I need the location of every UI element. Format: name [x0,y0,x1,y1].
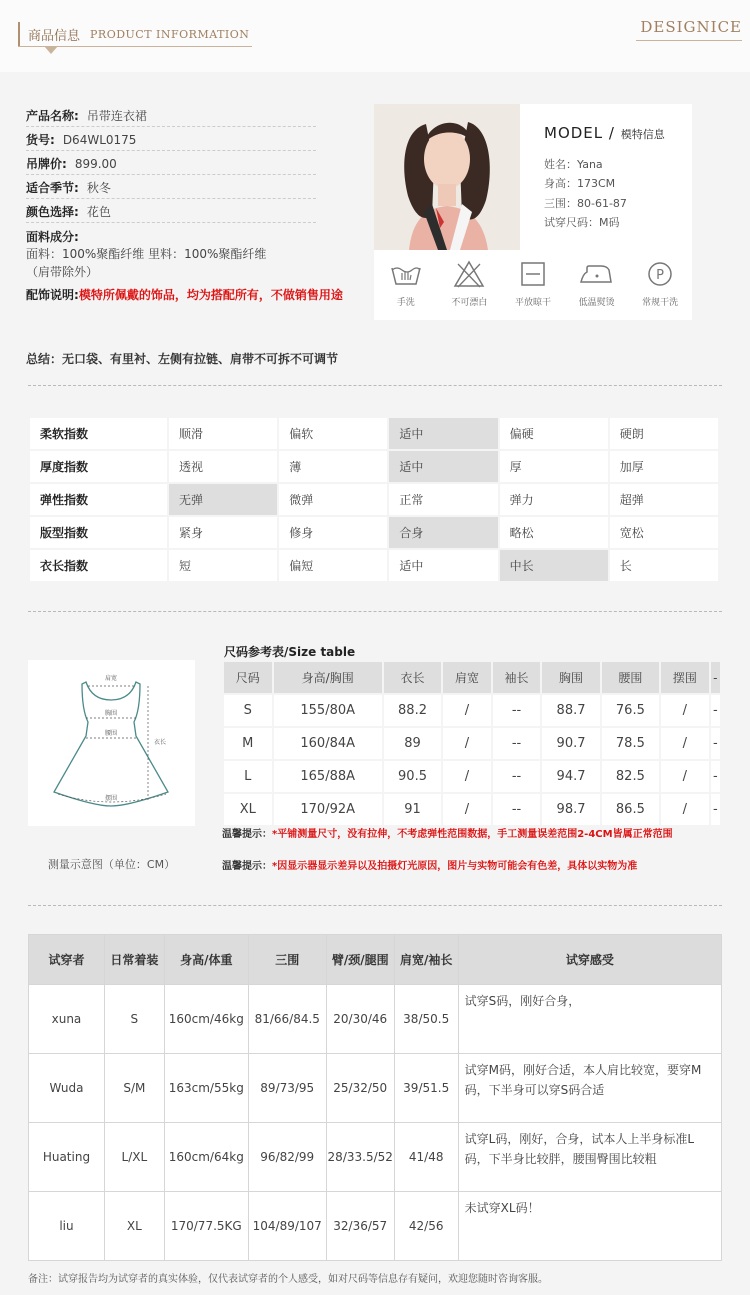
model-portrait-icon [374,104,520,250]
index-option: 偏硬 [500,418,608,449]
tryon-footnote: 备注：试穿报告均为试穿者的真实体验，仅代表试穿者的个人感受，如对尺码等信息存有疑问，欢迎您随时咨询客服。 [28,1274,548,1285]
tryon-row [29,1192,722,1261]
fabric-line2: （肩带除外） [26,265,99,279]
care-item: 低温熨烫 [565,254,629,314]
tryon-cell: Wuda [29,1054,105,1123]
index-option: 加厚 [610,451,718,482]
size-note-1: 温馨提示：*平铺测量尺寸，没有拉伸，不考虑弹性范围数据，手工测量误差范围2-4CM皆属正常范围 [222,829,673,840]
index-option: 透视 [169,451,277,482]
index-option: 正常 [389,484,497,515]
measurement-diagram [28,660,195,826]
size-cell: -- [493,794,541,825]
dry-clean-icon [643,260,677,288]
index-option: 微弹 [279,484,387,515]
tryon-feedback: 未试穿XL码！ [458,1192,721,1261]
tryon-cell: liu [29,1192,105,1261]
size-header-cell: 尺码 [224,662,272,693]
svg-text:P: P [656,268,665,283]
size-row [224,794,720,825]
tryon-cell: 32/36/57 [326,1192,394,1261]
header-pointer [44,46,58,54]
section-title-cn: 商品信息 [28,28,81,44]
care-item: 手洗 [374,254,438,314]
size-cell: - [711,695,720,726]
size-cell: M [224,728,272,759]
size-header-cell: 肩宽 [443,662,491,693]
size-row [224,695,720,726]
size-table [222,660,722,827]
product-info-row [26,107,147,124]
tryon-header-cell: 身高/体重 [164,935,248,985]
tryon-cell: 160cm/46kg [164,985,248,1054]
info-label: 货号: [26,133,55,147]
brand-name: DESIGNICE [636,18,742,41]
dry-flat-icon [516,260,550,288]
size-header-cell: 腰围 [602,662,659,693]
tryon-cell: 160cm/64kg [164,1123,248,1192]
tryon-header-cell: 试穿者 [29,935,105,985]
info-label: 吊牌价: [26,157,67,171]
size-header-cell: 身高/胸围 [274,662,382,693]
diagram-caption: 测量示意图（单位：CM） [47,858,176,871]
size-note-2: 温馨提示：*因显示器显示差异以及拍摄灯光原因，图片与实物可能会有色差，具体以实物为准 [222,861,638,872]
accessory-note: 配饰说明:模特所佩戴的饰品，均为搭配所有，不做销售用途 [26,288,343,302]
size-cell: 76.5 [602,695,659,726]
index-option: 偏短 [279,550,387,581]
index-option: 适中 [389,550,497,581]
tryon-header-cell: 肩宽/袖长 [394,935,458,985]
diagram-label: 摆围 [104,795,118,802]
info-label: 适合季节: [26,181,79,195]
size-table-title: 尺码参考表/Size table [224,645,356,659]
section-title [18,22,249,46]
model-size: 试穿尺码：M码 [544,216,620,229]
size-cell: 165/88A [274,761,382,792]
size-cell: 155/80A [274,695,382,726]
index-option: 长 [610,550,718,581]
size-cell: 88.2 [384,695,441,726]
info-label: 产品名称: [26,109,79,123]
tryon-cell: 170/77.5KG [164,1192,248,1261]
index-row [30,517,718,548]
model-card [374,104,692,320]
tryon-header-cell: 试穿感受 [458,935,721,985]
size-cell: 82.5 [602,761,659,792]
summary-text: 总结：无口袋、有里衬、左侧有拉链、肩带不可拆不可调节 [26,352,339,366]
info-label: 颜色选择: [26,205,79,219]
size-cell: - [711,761,720,792]
product-info-row [26,131,136,148]
tryon-header-cell: 三围 [248,935,326,985]
info-value: 秋冬 [86,181,111,195]
size-header-cell: 胸围 [542,662,599,693]
tryon-cell: 20/30/46 [326,985,394,1054]
size-header-cell: 衣长 [384,662,441,693]
tryon-cell: 81/66/84.5 [248,985,326,1054]
index-option: 厚 [500,451,608,482]
tryon-cell: 104/89/107 [248,1192,326,1261]
tryon-feedback: 试穿L码，刚好，合身，试本人上半身标准L码，下半身比较胖，腰围臀围比较粗 [458,1123,721,1192]
size-cell: 78.5 [602,728,659,759]
diagram-label: 衣长 [153,739,167,746]
index-option: 超弹 [610,484,718,515]
tryon-feedback: 试穿M码，刚好合适，本人肩比较宽，要穿M码，下半身可以穿S码合适 [458,1054,721,1123]
index-label: 弹性指数 [30,484,167,515]
size-cell: / [443,794,491,825]
index-option: 修身 [279,517,387,548]
tryon-cell: S [104,985,164,1054]
size-cell: S [224,695,272,726]
index-row [30,550,718,581]
size-cell: / [443,761,491,792]
row-divider [26,174,316,175]
dress-diagram-icon [28,660,195,826]
size-header-row [224,662,720,693]
diagram-label: 肩宽 [104,675,118,682]
tryon-header-row [29,935,722,985]
size-cell: 94.7 [542,761,599,792]
index-option-selected: 无弹 [169,484,277,515]
size-header-cell: - [711,662,720,693]
divider [28,385,722,386]
fabric-index-table [28,416,720,583]
size-cell: 86.5 [602,794,659,825]
tryon-cell: 42/56 [394,1192,458,1261]
size-cell: -- [493,761,541,792]
tryon-cell: 41/48 [394,1123,458,1192]
info-value: 吊带连衣裙 [86,109,147,123]
low-iron-icon [577,260,617,288]
index-option: 宽松 [610,517,718,548]
tryon-cell: 28/33.5/52 [326,1123,394,1192]
index-option: 薄 [279,451,387,482]
size-cell: 160/84A [274,728,382,759]
size-cell: L [224,761,272,792]
size-cell: 91 [384,794,441,825]
model-measurements: 三围：80-61-87 [544,197,627,210]
model-height: 身高：173CM [544,177,616,190]
tryon-cell: 25/32/50 [326,1054,394,1123]
product-info-row [26,155,117,172]
index-option: 顺滑 [169,418,277,449]
care-item: 不可漂白 [438,254,502,314]
care-icons [374,254,692,314]
size-header-cell: 袖长 [493,662,541,693]
index-option-selected: 适中 [389,418,497,449]
care-item: 平放晾干 [501,254,565,314]
size-cell: / [443,728,491,759]
size-cell: 170/92A [274,794,382,825]
tryon-cell: Huating [29,1123,105,1192]
tryon-header-cell: 臂/颈/腿围 [326,935,394,985]
size-cell: - [711,794,720,825]
info-value: D64WL0175 [62,133,137,147]
size-cell: 89 [384,728,441,759]
model-name: 姓名：Yana [544,158,603,171]
size-cell: / [661,728,709,759]
size-cell: / [661,695,709,726]
index-option: 略松 [500,517,608,548]
index-option-selected: 合身 [389,517,497,548]
index-option: 硬朗 [610,418,718,449]
row-divider [26,198,316,199]
row-divider [26,150,316,151]
section-title-en: PRODUCT INFORMATION [90,27,250,41]
size-cell: 98.7 [542,794,599,825]
row-divider [26,222,316,223]
size-cell: -- [493,695,541,726]
index-row [30,451,718,482]
divider [28,905,722,906]
size-cell: 90.5 [384,761,441,792]
size-row [224,728,720,759]
info-value: 899.00 [74,157,117,171]
tryon-table [28,934,722,1261]
tryon-row [29,1123,722,1192]
tryon-cell: S/M [104,1054,164,1123]
size-cell: 90.7 [542,728,599,759]
index-label: 版型指数 [30,517,167,548]
size-header-cell: 摆围 [661,662,709,693]
size-cell: 88.7 [542,695,599,726]
index-label: 柔软指数 [30,418,167,449]
divider [28,611,722,612]
tryon-cell: 38/50.5 [394,985,458,1054]
size-cell: / [661,761,709,792]
tryon-cell: 163cm/55kg [164,1054,248,1123]
tryon-feedback: 试穿S码，刚好合身， [458,985,721,1054]
index-label: 衣长指数 [30,550,167,581]
fabric-label: 面料成分: [26,230,79,244]
size-cell: / [661,794,709,825]
index-option-selected: 中长 [500,550,608,581]
tryon-cell: 96/82/99 [248,1123,326,1192]
index-row [30,418,718,449]
row-divider [26,126,316,127]
info-value: 花色 [86,205,111,219]
tryon-cell: xuna [29,985,105,1054]
tryon-cell: 39/51.5 [394,1054,458,1123]
hand-wash-icon [389,260,423,288]
care-item: P 常规干洗 [628,254,692,314]
tryon-cell: 89/73/95 [248,1054,326,1123]
product-info-row [26,203,111,220]
index-option: 短 [169,550,277,581]
index-option: 紧身 [169,517,277,548]
size-cell: - [711,728,720,759]
tryon-cell: XL [104,1192,164,1261]
index-option: 偏软 [279,418,387,449]
index-label: 厚度指数 [30,451,167,482]
tryon-row [29,985,722,1054]
model-title: MODEL / 模特信息 [544,124,665,142]
tryon-row [29,1054,722,1123]
index-option: 弹力 [500,484,608,515]
product-info-row [26,179,111,196]
diagram-label: 腰围 [104,730,118,737]
size-cell: -- [493,728,541,759]
no-bleach-icon [452,260,486,288]
index-row [30,484,718,515]
model-photo [374,104,520,250]
diagram-label: 胸围 [104,710,118,717]
size-row [224,761,720,792]
tryon-cell: L/XL [104,1123,164,1192]
index-option-selected: 适中 [389,451,497,482]
size-cell: / [443,695,491,726]
fabric-line1: 面料：100%聚酯纤维 里料：100%聚酯纤维 [26,247,267,261]
tryon-header-cell: 日常着装 [104,935,164,985]
size-cell: XL [224,794,272,825]
